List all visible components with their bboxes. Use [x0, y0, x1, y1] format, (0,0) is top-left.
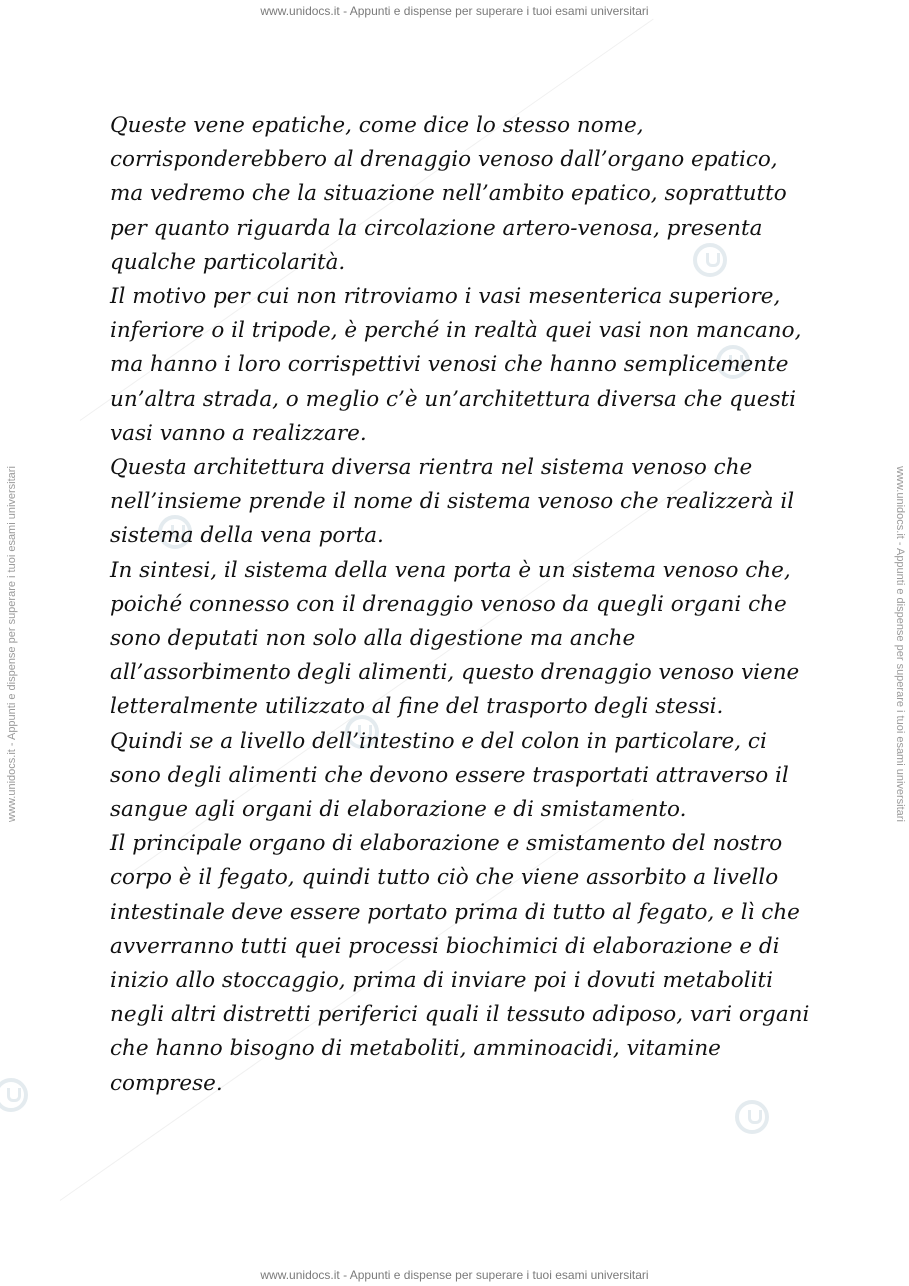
paragraph: Queste vene epatiche, come dice lo stesso nome, corrisponderebbero al drenaggio venoso dall’organo epatico, ma vedremo che la situazione nell’ambito epatico, soprattutto per quanto riguarda la circolazione artero-venosa, presenta qualche particolarità. — [110, 113, 787, 275]
left-side-watermark: www.unidocs.it - Appunti e dispense per superare i tuoi esami universitari — [6, 466, 18, 822]
paragraph: In sintesi, il sistema della vena porta è un sistema venoso che, poiché connesso con il drenaggio venoso da quegli organi che sono deputati non solo alla digestione ma anche all’assorbimento degli alimenti, questo drenaggio venoso viene letteralmente utilizzato al fine del trasporto degli stessi. — [110, 557, 800, 720]
document-body — [110, 109, 810, 1101]
paragraph: Questa architettura diversa rientra nel sistema venoso che nell’insieme prende il nome di sistema venoso che realizzerà il sistema della vena porta. — [110, 455, 795, 549]
paragraph: Il principale organo di elaborazione e smistamento del nostro corpo è il fegato, quindi tutto ciò che viene assorbito a livello intestinale deve essere portato prima di tutto al fegato, e lì che avverranno tutti quei processi biochimici di elaborazione e di inizio allo stoccaggio, prima di inviare poi i dovuti metaboliti negli altri distretti periferici quali il tessuto adiposo, vari organi che hanno bisogno di metaboliti, amminoacidi, vitamine comprese. — [110, 831, 810, 1096]
paragraph: Il motivo per cui non ritroviamo i vasi mesenterica superiore, inferiore o il tripode, è perché in realtà quei vasi non mancano, ma hanno i loro corrispettivi venosi che hanno semplicemente un’altra strada, o meglio c’è un’architettura diversa che questi vasi vanno a realizzare. — [110, 284, 802, 446]
unidocs-logo-icon — [735, 1100, 769, 1134]
unidocs-logo-icon — [0, 1078, 28, 1112]
header-watermark: www.unidocs.it - Appunti e dispense per superare i tuoi esami universitari — [260, 4, 649, 18]
paragraph: Quindi se a livello dell’intestino e del colon in particolare, ci sono degli alimenti che devono essere trasportati attraverso il sangue agli organi di elaborazione e di smistamento. — [110, 728, 789, 823]
right-side-watermark: www.unidocs.it - Appunti e dispense per superare i tuoi esami universitari — [894, 466, 906, 822]
footer-watermark: www.unidocs.it - Appunti e dispense per superare i tuoi esami universitari — [260, 1268, 649, 1282]
